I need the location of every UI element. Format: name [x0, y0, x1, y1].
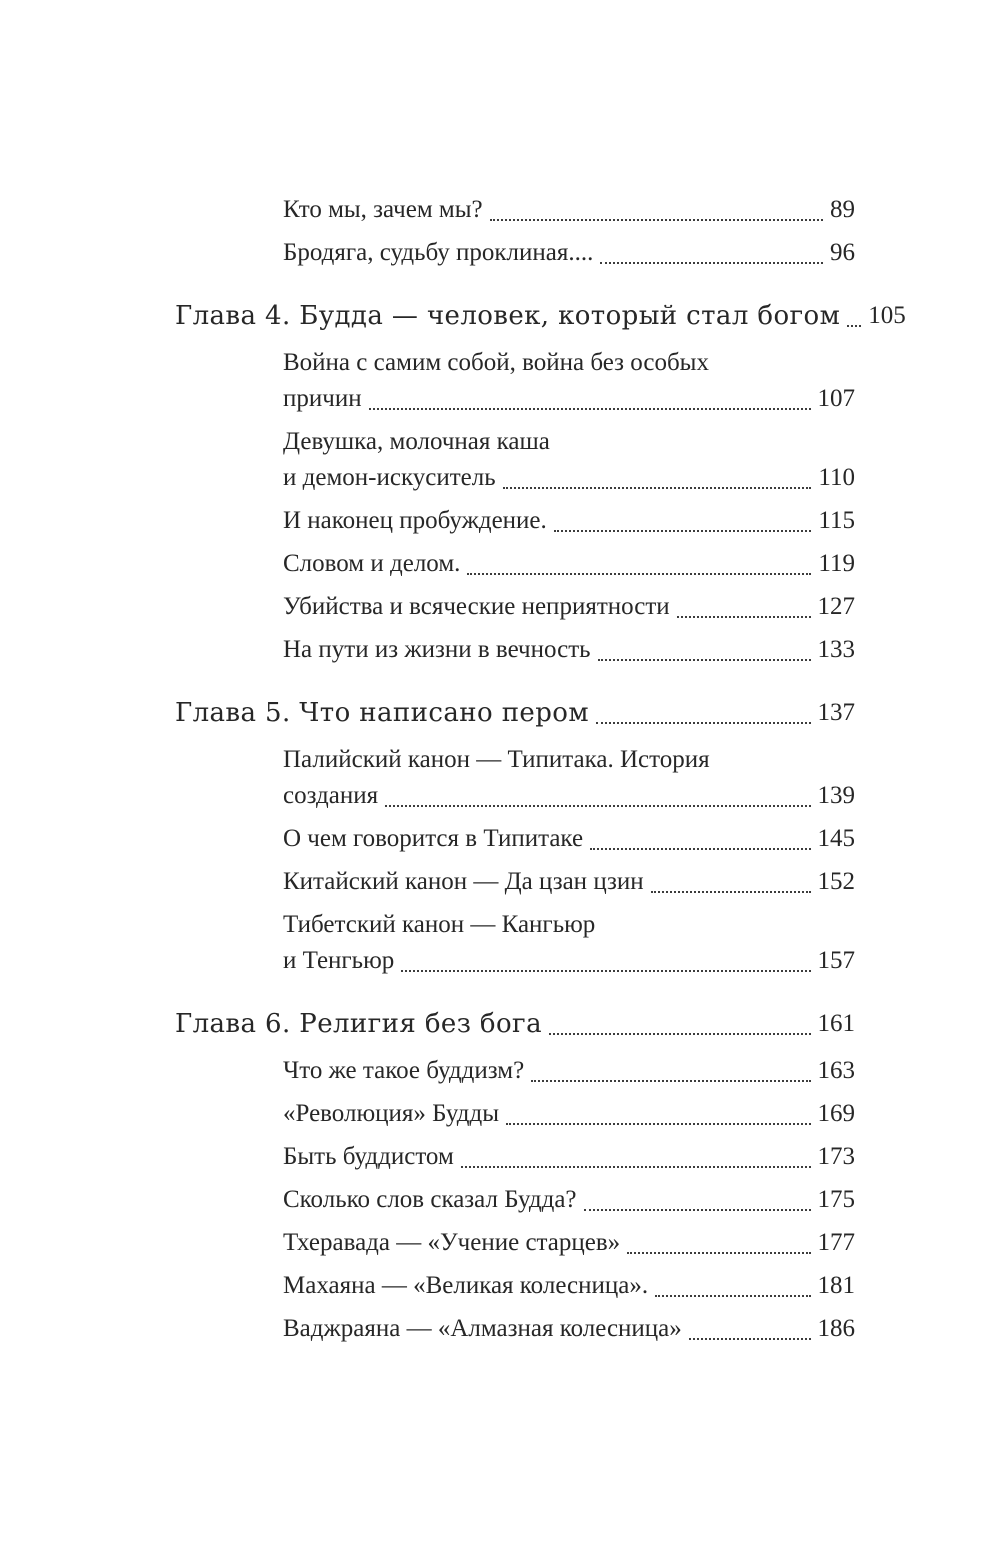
- toc-line: [283, 381, 855, 417]
- toc-entry-text: Палийский канон — Типитака. История: [283, 746, 710, 773]
- page-number: 119: [818, 550, 855, 577]
- toc-entry-text: И наконец пробуждение.: [283, 507, 547, 534]
- page-number: 161: [817, 1010, 855, 1037]
- toc-line: [175, 298, 906, 334]
- toc-line: [283, 1053, 855, 1089]
- toc-line: [283, 821, 855, 857]
- dot-leader: [490, 185, 823, 221]
- toc-item-entry: [283, 546, 855, 582]
- page-number: 115: [818, 507, 855, 534]
- dot-leader: [590, 814, 810, 850]
- toc-entry-text: Сколько слов сказал Будда?: [283, 1186, 577, 1213]
- toc-line: [283, 589, 855, 625]
- toc-entry-text: Китайский канон — Да цзан цзин: [283, 868, 644, 895]
- page-number: 145: [817, 825, 855, 852]
- toc-entry-text: Глава 6. Религия без бога: [175, 1009, 542, 1039]
- toc-entry-text: Бродяга, судьбу проклиная....: [283, 239, 594, 266]
- dot-leader: [596, 688, 811, 724]
- toc-entry-text: На пути из жизни в вечность: [283, 636, 591, 663]
- page-number: 181: [817, 1272, 855, 1299]
- toc-line: [283, 1268, 855, 1304]
- toc-entry-text: Тхеравада — «Учение старцев»: [283, 1229, 621, 1256]
- page-number: 89: [830, 196, 855, 223]
- toc-item-entry: [283, 1139, 855, 1175]
- toc-entry-text: и демон-искуситель: [283, 464, 496, 491]
- page-number: 175: [817, 1186, 855, 1213]
- page-number: 152: [817, 868, 855, 895]
- toc-entry-text: Тибетский канон — Кангьюр: [283, 911, 596, 938]
- toc-entry-text: Ваджраяна — «Алмазная колесница»: [283, 1315, 682, 1342]
- toc-item-entry: [283, 503, 855, 539]
- dot-leader: [847, 291, 861, 327]
- toc-entry-text: Девушка, молочная каша: [283, 428, 550, 455]
- toc-item-entry: [283, 1182, 855, 1218]
- toc-entry-text: Что же такое буддизм?: [283, 1057, 525, 1084]
- page-number: 139: [817, 782, 855, 809]
- toc-line: [283, 1096, 855, 1132]
- toc-item-entry: [283, 192, 855, 228]
- toc-item-entry: [283, 742, 855, 814]
- toc-line: [283, 546, 855, 582]
- page-number: 96: [830, 239, 855, 266]
- dot-leader: [506, 1089, 810, 1125]
- toc-item-entry: [283, 1311, 855, 1347]
- toc-entry-text: Глава 5. Что написано пером: [175, 698, 589, 728]
- toc-entry-text: создания: [283, 782, 379, 809]
- toc-line: [283, 503, 855, 539]
- toc-item-entry: [283, 821, 855, 857]
- toc-entry-text: Словом и делом.: [283, 550, 461, 577]
- page-number: 127: [817, 593, 855, 620]
- dot-leader: [554, 496, 812, 532]
- toc-line: [283, 632, 855, 668]
- toc-line: [283, 778, 855, 814]
- page-number: 169: [817, 1100, 855, 1127]
- toc-line: [283, 192, 855, 228]
- dot-leader: [655, 1261, 810, 1297]
- dot-leader: [369, 374, 811, 410]
- toc-entry-text: «Революция» Будды: [283, 1100, 500, 1127]
- page-number: 110: [818, 464, 855, 491]
- page-number: 157: [817, 947, 855, 974]
- dot-leader: [677, 582, 811, 618]
- page-number: 133: [817, 636, 855, 663]
- toc-line: [283, 1225, 855, 1261]
- table-of-contents: [175, 192, 906, 1347]
- toc-entry-text: Кто мы, зачем мы?: [283, 196, 483, 223]
- toc-line: [283, 1139, 855, 1175]
- toc-entry-text: О чем говорится в Типитаке: [283, 825, 584, 852]
- toc-item-entry: [283, 345, 855, 417]
- toc-item-entry: [283, 589, 855, 625]
- toc-entry-text: Махаяна — «Великая колесница».: [283, 1272, 649, 1299]
- dot-leader: [598, 625, 811, 661]
- dot-leader: [651, 857, 811, 893]
- dot-leader: [584, 1175, 811, 1211]
- toc-line: [283, 1182, 855, 1218]
- toc-item-entry: [283, 864, 855, 900]
- toc-line: [283, 943, 855, 979]
- dot-leader: [531, 1046, 810, 1082]
- page-number: 186: [817, 1315, 855, 1342]
- toc-entry-text: Глава 4. Будда — человек, который стал богом: [175, 301, 841, 331]
- page-number: 163: [817, 1057, 855, 1084]
- dot-leader: [461, 1132, 811, 1168]
- page-number: 177: [817, 1229, 855, 1256]
- toc-line: [283, 460, 855, 496]
- toc-item-entry: [283, 1225, 855, 1261]
- toc-item-entry: [283, 235, 855, 271]
- toc-item-entry: [283, 424, 855, 496]
- toc-chapter-entry: [175, 298, 906, 334]
- toc-chapter-entry: [175, 1006, 855, 1042]
- dot-leader: [467, 539, 811, 575]
- page-number: 105: [868, 302, 906, 329]
- toc-item-entry: [283, 1096, 855, 1132]
- toc-entry-text: причин: [283, 385, 362, 412]
- toc-entry-text: Убийства и всяческие неприятности: [283, 593, 670, 620]
- dot-leader: [549, 999, 811, 1035]
- toc-line: [175, 695, 855, 731]
- toc-line: [175, 1006, 855, 1042]
- toc-item-entry: [283, 1268, 855, 1304]
- toc-chapter-entry: [175, 695, 855, 731]
- dot-leader: [689, 1304, 811, 1340]
- dot-leader: [600, 228, 823, 264]
- page-number: 137: [817, 699, 855, 726]
- toc-entry-text: Война с самим собой, война без особых: [283, 349, 709, 376]
- page-number: 107: [817, 385, 855, 412]
- toc-line: [283, 1311, 855, 1347]
- toc-item-entry: [283, 1053, 855, 1089]
- dot-leader: [401, 936, 810, 972]
- dot-leader: [503, 453, 812, 489]
- dot-leader: [385, 771, 810, 807]
- toc-item-entry: [283, 632, 855, 668]
- toc-entry-text: и Тенгьюр: [283, 947, 395, 974]
- toc-line: [283, 235, 855, 271]
- toc-item-entry: [283, 907, 855, 979]
- toc-line: [283, 864, 855, 900]
- page-number: 173: [817, 1143, 855, 1170]
- dot-leader: [627, 1218, 810, 1254]
- toc-entry-text: Быть буддистом: [283, 1143, 454, 1170]
